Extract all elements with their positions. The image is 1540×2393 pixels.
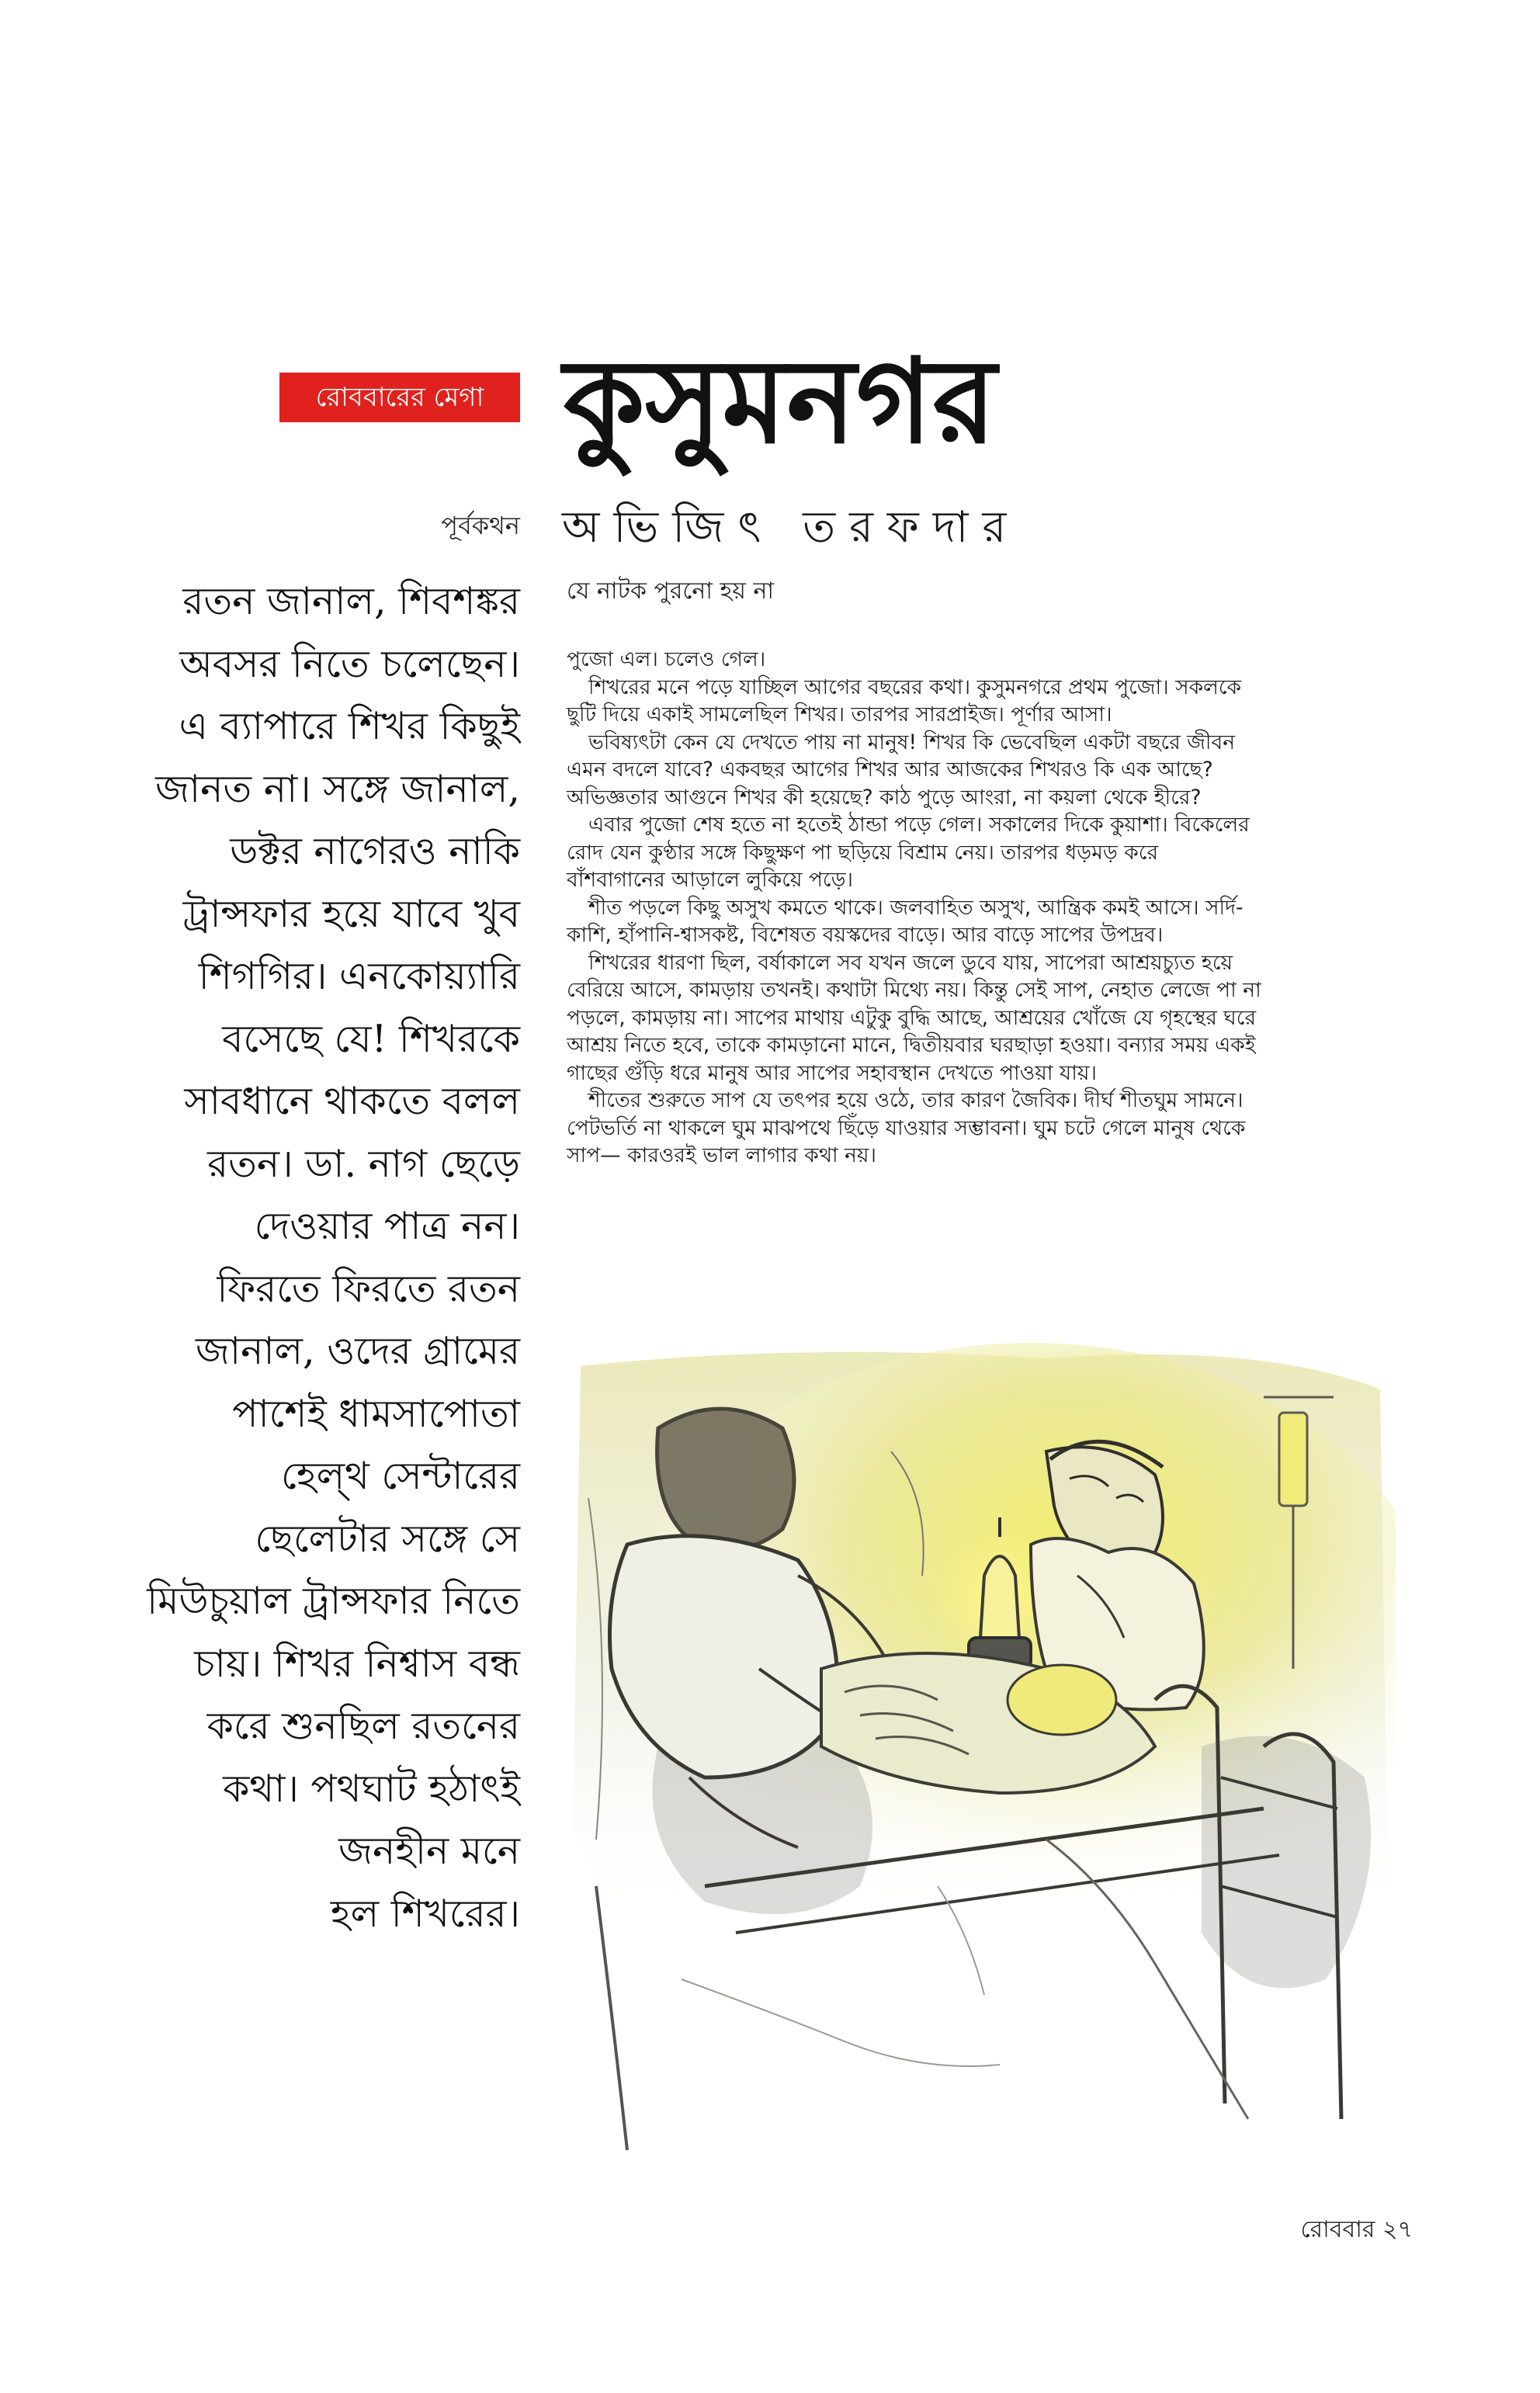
body-line: আশ্রয় নিতে হবে, তাকে কামড়ানো মানে, দ্বিতীয়বার ঘরছাড়া হওয়া। বন্যার সময় একই [567,1033,1256,1057]
summary-line: সাবধানে থাকতে বলল [184,1079,520,1123]
body-line: কাশি, হাঁপানি-শ্বাসকষ্ট, বিশেষত বয়স্কদের বাড়ে। আর বাড়ে সাপের উপদ্রব। [567,923,1164,947]
previous-summary [101,571,520,1945]
summary-line: অবসর নিতে চলেছেন। [179,641,520,686]
previous-episode-label: পূর্বকথন [441,511,520,540]
page-folio: রোববার ২৭ [1300,2216,1413,2243]
story-illustration [565,1343,1396,2162]
body-line: রোদ যেন কুণ্ঠার সঙ্গে কিছুক্ষণ পা ছড়িয়ে বিশ্রাম নেয়। তারপর ধড়মড় করে [567,840,1159,865]
body-line: এমন বদলে যাবে? একবছর আগের শিখর আর আজকের শিখরও কি এক আছে? [567,758,1213,782]
body-line: বাঁশবাগানের আড়ালে লুকিয়ে পড়ে। [567,868,853,892]
summary-line: করে শুনছিল রতনের [206,1704,520,1748]
summary-line: হেল্‌থ সেন্টারের [280,1454,520,1498]
body-line: ছুটি দিয়ে একাই সামলেছিল শিখর। তারপর সারপ্রাইজ। পূর্ণার আসা। [567,702,1112,727]
body-line: ভবিষ্যৎটা কেন যে দেখতে পায় না মানুষ! শিখর কি ভেবেছিল একটা বছরে জীবন [588,730,1236,754]
body-line: পেটভর্তি না থাকলে ঘুম মাঝপথে ছিঁড়ে যাওয়ার সম্ভাবনা। ঘুম চটে গেলে মানুষ থেকে [567,1115,1246,1140]
summary-line: জানাল, ওদের গ্রামের [196,1329,520,1373]
summary-line: হল শিখরের। [330,1891,520,1936]
summary-line: রতন জানাল, শিবশঙ্কর [182,579,520,623]
body-line: অভিজ্ঞতার আগুনে শিখর কী হয়েছে? কাঠ পুড়ে আংরা, না কয়লা থেকে হীরে? [567,785,1202,810]
summary-line: পাশেই ধামসাপোতা [232,1391,520,1436]
body-line: শীতের শুরুতে সাপ যে তৎপর হয়ে ওঠে, তার কারণ জৈবিক। দীর্ঘ শীতঘুম সামনে। [588,1088,1243,1112]
summary-line: শিগগির। এনকোয়্যারি [198,954,520,998]
summary-line: কথা। পথঘাট হঠাৎই [223,1766,520,1811]
summary-line: জানত না। সঙ্গে জানাল, [155,766,520,811]
body-line: এবার পুজো শেষ হতে না হতেই ঠান্ডা পড়ে গেল। সকালের দিকে কুয়াশা। বিকেলের [588,813,1250,837]
section-badge: রোববারের মেগা [279,373,520,422]
summary-line: দেওয়ার পাত্র নন। [254,1204,520,1248]
body-line: পড়লে, কামড়ায় না। সাপের মাথায় এটুকু বুদ্ধি আছে, আশ্রয়ের খোঁজে যে গৃহস্থের ঘরে [567,1005,1257,1030]
summary-line: এ ব্যাপারে শিখর কিছুই [179,704,520,748]
body-line: শীত পড়লে কিছু অসুখ কমতে থাকে। জলবাহিত অসুখ, আন্ত্রিক কমই আসে। সর্দি- [588,895,1243,920]
body-line: সাপ— কারওরই ভাল লাগার কথা নয়। [567,1143,876,1167]
summary-line: ডক্টর নাগেরও নাকি [230,829,520,873]
summary-line: ট্রান্সফার হয়ে যাবে খুব [182,891,520,936]
summary-line: ফিরতে ফিরতে রতন [217,1266,520,1311]
summary-line: চায়। শিখর নিশ্বাস বন্ধ [194,1641,520,1686]
body-line: বেরিয়ে আসে, কামড়ায় তখনই। কথাটা মিথ্যে নয়। কিন্তু সেই সাপ, নেহাত লেজে পা না [567,978,1261,1002]
body-line: পুজো এল। চলেও গেল। [567,647,766,671]
chapter-subtitle: যে নাটক পুরনো হয় না [567,577,775,605]
summary-line: ছেলেটার সঙ্গে সে [255,1516,520,1561]
summary-line: রতন। ডা. নাগ ছেড়ে [207,1141,520,1186]
story-title: কুসুমনগর [564,333,997,470]
hospital-scene-illustration [565,1343,1396,2162]
body-line: শিখরের মনে পড়ে যাচ্ছিল আগের বছরের কথা। কুসুমনগরে প্রথম পুজো। সকলকে [588,675,1242,699]
summary-line: জনহীন মনে [338,1829,520,1873]
summary-line: মিউচুয়াল ট্রান্সফার নিতে [147,1579,520,1623]
body-line: শিখরের ধারণা ছিল, বর্ষাকালে সব যখন জলে ডুবে যায়, সাপেরা আশ্রয়চ্যুত হয়ে [588,950,1233,975]
body-line: গাছের গুঁড়ি ধরে মানুষ আর সাপের সহাবস্থান দেখতে পাওয়া যায়। [567,1060,1097,1085]
author-name: অভিজিৎ তরফদার [562,502,1021,553]
summary-line: বসেছে যে! শিখরকে [222,1016,520,1061]
article-body [567,646,1405,1170]
